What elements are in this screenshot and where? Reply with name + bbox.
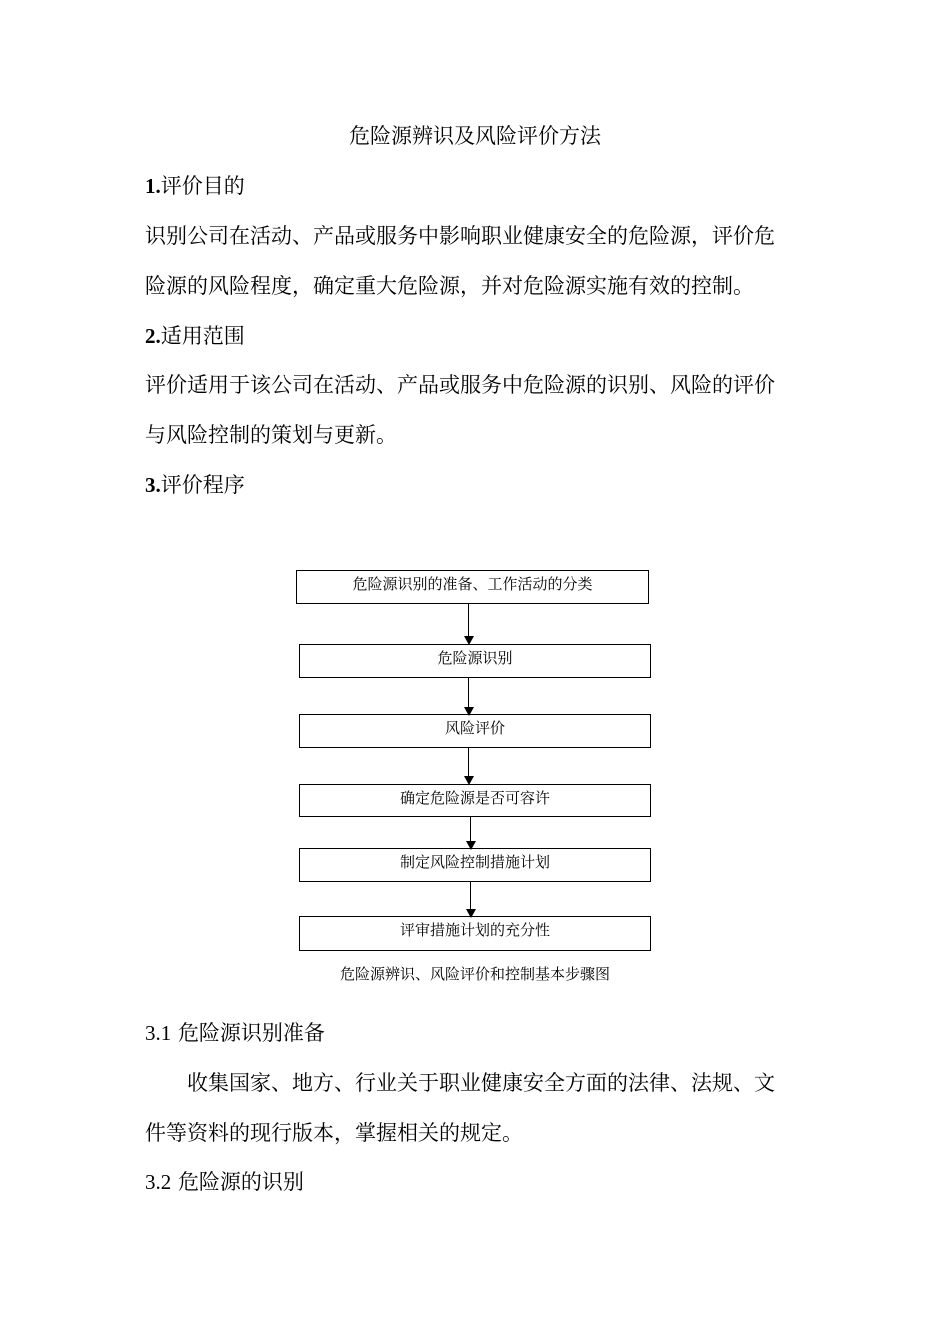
flowchart-caption: 危险源辨识、风险评价和控制基本步骤图 bbox=[339, 965, 610, 983]
flow-arrow bbox=[470, 817, 471, 848]
flow-step-1: 危险源识别的准备、工作活动的分类 bbox=[296, 570, 649, 604]
section-heading-text: 评价程序 bbox=[160, 473, 245, 497]
section-heading-3 bbox=[145, 471, 245, 499]
paragraph-line: 险源的风险程度，确定重大危险源，并对危险源实施有效的控制。 bbox=[145, 274, 754, 298]
flow-step-4: 确定危险源是否可容许 bbox=[299, 784, 651, 817]
paragraph-line: 收集国家、地方、行业关于职业健康安全方面的法律、法规、文 bbox=[187, 1071, 775, 1095]
flow-step-5: 制定风险控制措施计划 bbox=[299, 848, 651, 882]
flow-arrow bbox=[468, 604, 469, 643]
section-number: 1. bbox=[145, 174, 161, 198]
paragraph-line: 评价适用于该公司在活动、产品或服务中危险源的识别、风险的评价 bbox=[145, 373, 775, 397]
section-heading-2 bbox=[145, 322, 245, 350]
flow-arrow bbox=[470, 882, 471, 916]
subsection-number: 3.1 bbox=[145, 1021, 172, 1045]
section-heading-1 bbox=[145, 172, 245, 200]
flow-arrow bbox=[468, 678, 469, 714]
subsection-number: 3.2 bbox=[145, 1170, 172, 1194]
paragraph-line: 识别公司在活动、产品或服务中影响职业健康安全的危险源，评价危 bbox=[145, 224, 775, 248]
subsection-heading-3-2 bbox=[145, 1168, 304, 1196]
paragraph-line: 件等资料的现行版本，掌握相关的规定。 bbox=[145, 1121, 523, 1145]
section-heading-text: 评价目的 bbox=[160, 174, 245, 198]
section-number: 3. bbox=[145, 473, 161, 497]
section-number: 2. bbox=[145, 324, 161, 348]
flow-step-3: 风险评价 bbox=[299, 714, 651, 748]
subsection-heading-text: 危险源的识别 bbox=[177, 1170, 304, 1194]
section-heading-text: 适用范围 bbox=[160, 324, 245, 348]
subsection-heading-3-1 bbox=[145, 1019, 325, 1047]
flow-step-2: 危险源识别 bbox=[299, 644, 651, 678]
subsection-heading-text: 危险源识别准备 bbox=[177, 1021, 325, 1045]
document-title: 危险源辨识及风险评价方法 bbox=[349, 124, 601, 148]
flow-arrow bbox=[468, 748, 469, 783]
flow-step-6: 评审措施计划的充分性 bbox=[299, 916, 651, 951]
paragraph-line: 与风险控制的策划与更新。 bbox=[145, 423, 397, 447]
